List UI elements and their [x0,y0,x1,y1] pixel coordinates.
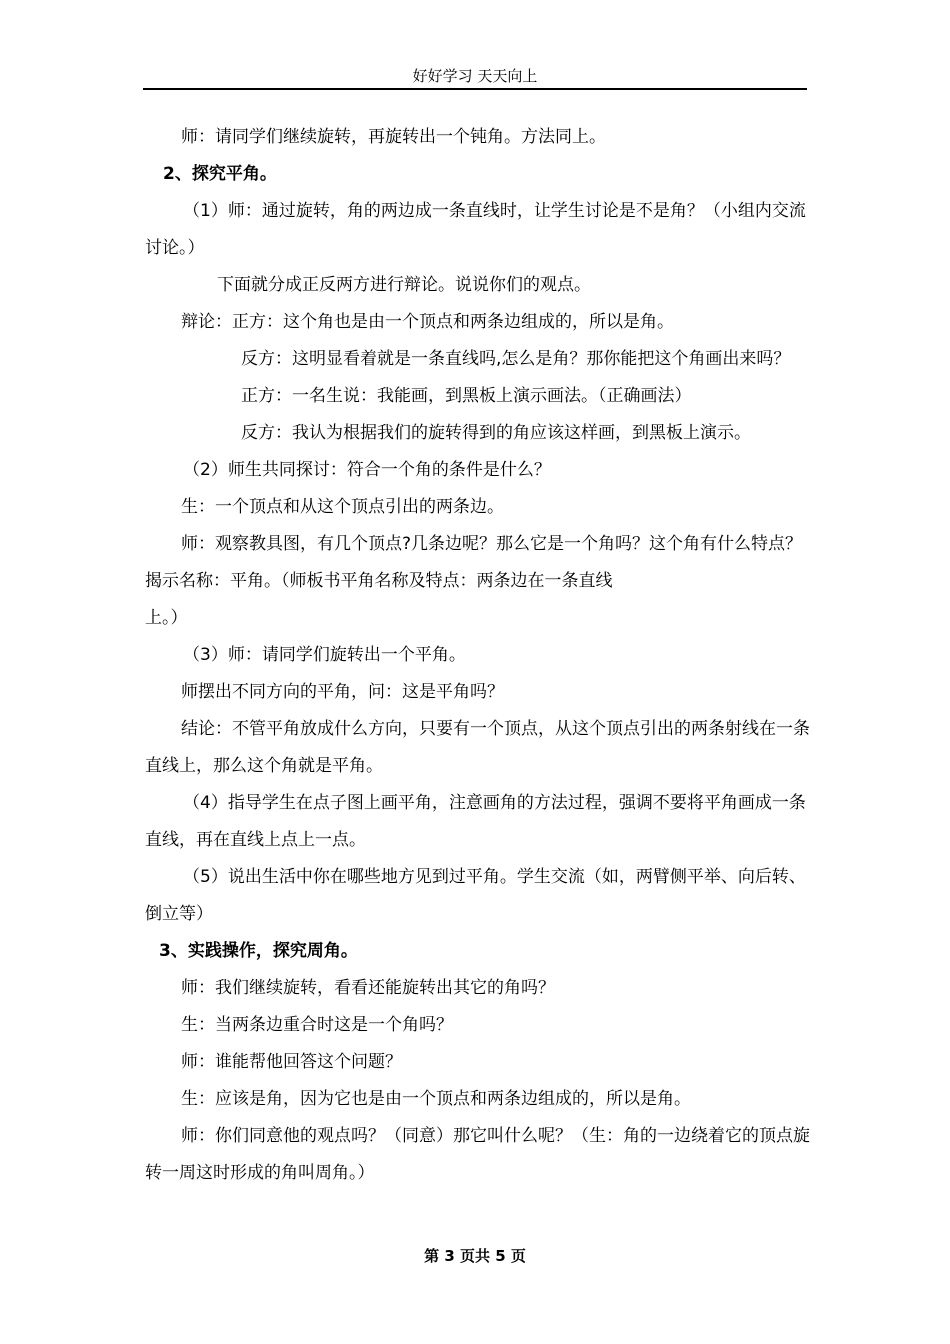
header-rule [143,88,807,90]
section-heading: 3、实践操作，探究周角。 [159,941,358,961]
paragraph: （2）师生共同探讨：符合一个角的条件是什么？ [183,460,551,480]
paragraph: （3）师：请同学们旋转出一个平角。 [183,645,466,665]
document-body [145,119,810,1192]
paragraph: 师：请同学们继续旋转，再旋转出一个钝角。方法同上。 [181,127,606,147]
paragraph: 反方：这明显看着就是一条直线吗,怎么是角？那你能把这个角画出来吗？ [241,349,791,369]
paragraph: （4）指导学生在点子图上画平角，注意画角的方法过程，强调不要将平角画成一条直线，再在直线上点上一点。 [145,793,806,850]
section-heading: 2、探究平角。 [163,164,277,184]
paragraph: 师：谁能帮他回答这个问题？ [181,1052,402,1072]
paragraph: 结论：不管平角放成什么方向，只要有一个顶点，从这个顶点引出的两条射线在一条直线上，那么这个角就是平角。 [145,719,810,776]
page-footer: 第 3 页共 5 页 [424,1247,526,1265]
paragraph: 反方：我认为根据我们的旋转得到的角应该这样画，到黑板上演示。 [241,423,751,443]
paragraph: 生：应该是角，因为它也是由一个顶点和两条边组成的，所以是角。 [181,1089,691,1109]
paragraph: 辩论：正方：这个角也是由一个顶点和两条边组成的，所以是角。 [181,312,674,332]
paragraph: 正方：一名生说：我能画，到黑板上演示画法。（正确画法） [241,386,692,406]
paragraph: 下面就分成正反两方进行辩论。说说你们的观点。 [217,275,591,295]
paragraph: （5）说出生活中你在哪些地方见到过平角。学生交流（如，两臂侧平举、向后转、倒立等） [145,867,806,924]
paragraph: 师：我们继续旋转，看看还能旋转出其它的角吗？ [181,978,555,998]
paragraph: 上。） [145,608,188,628]
paragraph: 师：你们同意他的观点吗？（同意）那它叫什么呢？（生：角的一边绕着它的顶点旋转一周这时形成的角叫周角。） [145,1126,810,1183]
paragraph: 生：一个顶点和从这个顶点引出的两条边。 [181,497,504,517]
paragraph: 生：当两条边重合时这是一个角吗？ [181,1015,453,1035]
paragraph: （1）师：通过旋转，角的两边成一条直线时，让学生讨论是不是角？（小组内交流讨论。） [145,201,806,258]
paragraph: 师摆出不同方向的平角，问：这是平角吗？ [181,682,504,702]
paragraph: 师：观察教具图，有几个顶点?几条边呢？那么它是一个角吗？这个角有什么特点？揭示名称：平角。（师板书平角名称及特点：两条边在一条直线 [145,534,803,591]
page-header: 好好学习 天天向上 [412,67,538,85]
